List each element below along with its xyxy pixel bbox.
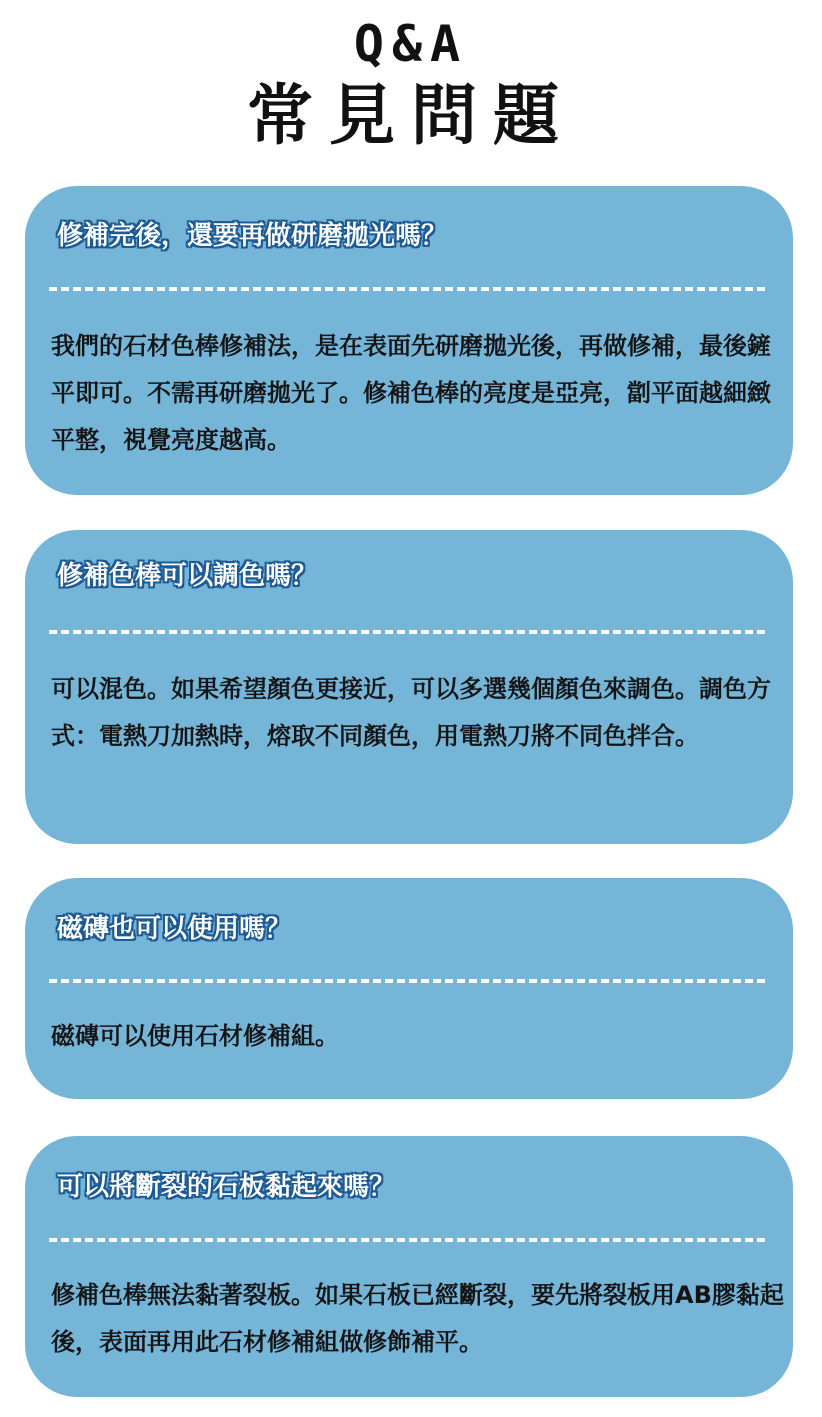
faq-answer: 可以混色。如果希望顏色更接近，可以多選幾個顏色來調色。調色方式：電熱刀加熱時，熔取不同顏色，用電熱刀將不同色拌合。 — [51, 675, 771, 750]
faq-question: 磁磚也可以使用嗎？ — [57, 914, 292, 944]
faq-card-1 — [25, 186, 793, 495]
faq-answer: 修補色棒無法黏著裂板。如果石板已經斷裂，要先將裂板用AB膠黏起後，表面再用此石材修補組做修飾補平。 — [51, 1281, 784, 1356]
dashed-divider — [49, 630, 765, 634]
qa-heading: Q&A — [353, 15, 469, 73]
dashed-divider — [49, 979, 765, 983]
faq-question: 可以將斷裂的石板黏起來嗎？ — [57, 1172, 396, 1202]
faq-card-2 — [25, 530, 793, 844]
faq-question: 修補色棒可以調色嗎？ — [57, 561, 318, 591]
dashed-divider — [49, 287, 765, 291]
faq-card-4 — [25, 1136, 793, 1397]
page-title: 常見問題 — [247, 77, 575, 154]
faq-answer: 我們的石材色棒修補法，是在表面先研磨拋光後，再做修補，最後鏟平即可。不需再研磨拋光了。修補色棒的亮度是亞亮，劏平面越細緻平整，視覺亮度越高。 — [51, 332, 771, 454]
faq-answer: 磁磚可以使用石材修補組。 — [51, 1022, 339, 1050]
faq-question: 修補完後，還要再做研磨拋光嗎？ — [57, 221, 448, 251]
page-header — [0, 14, 822, 156]
faq-card-3 — [25, 878, 793, 1099]
dashed-divider — [49, 1238, 765, 1242]
